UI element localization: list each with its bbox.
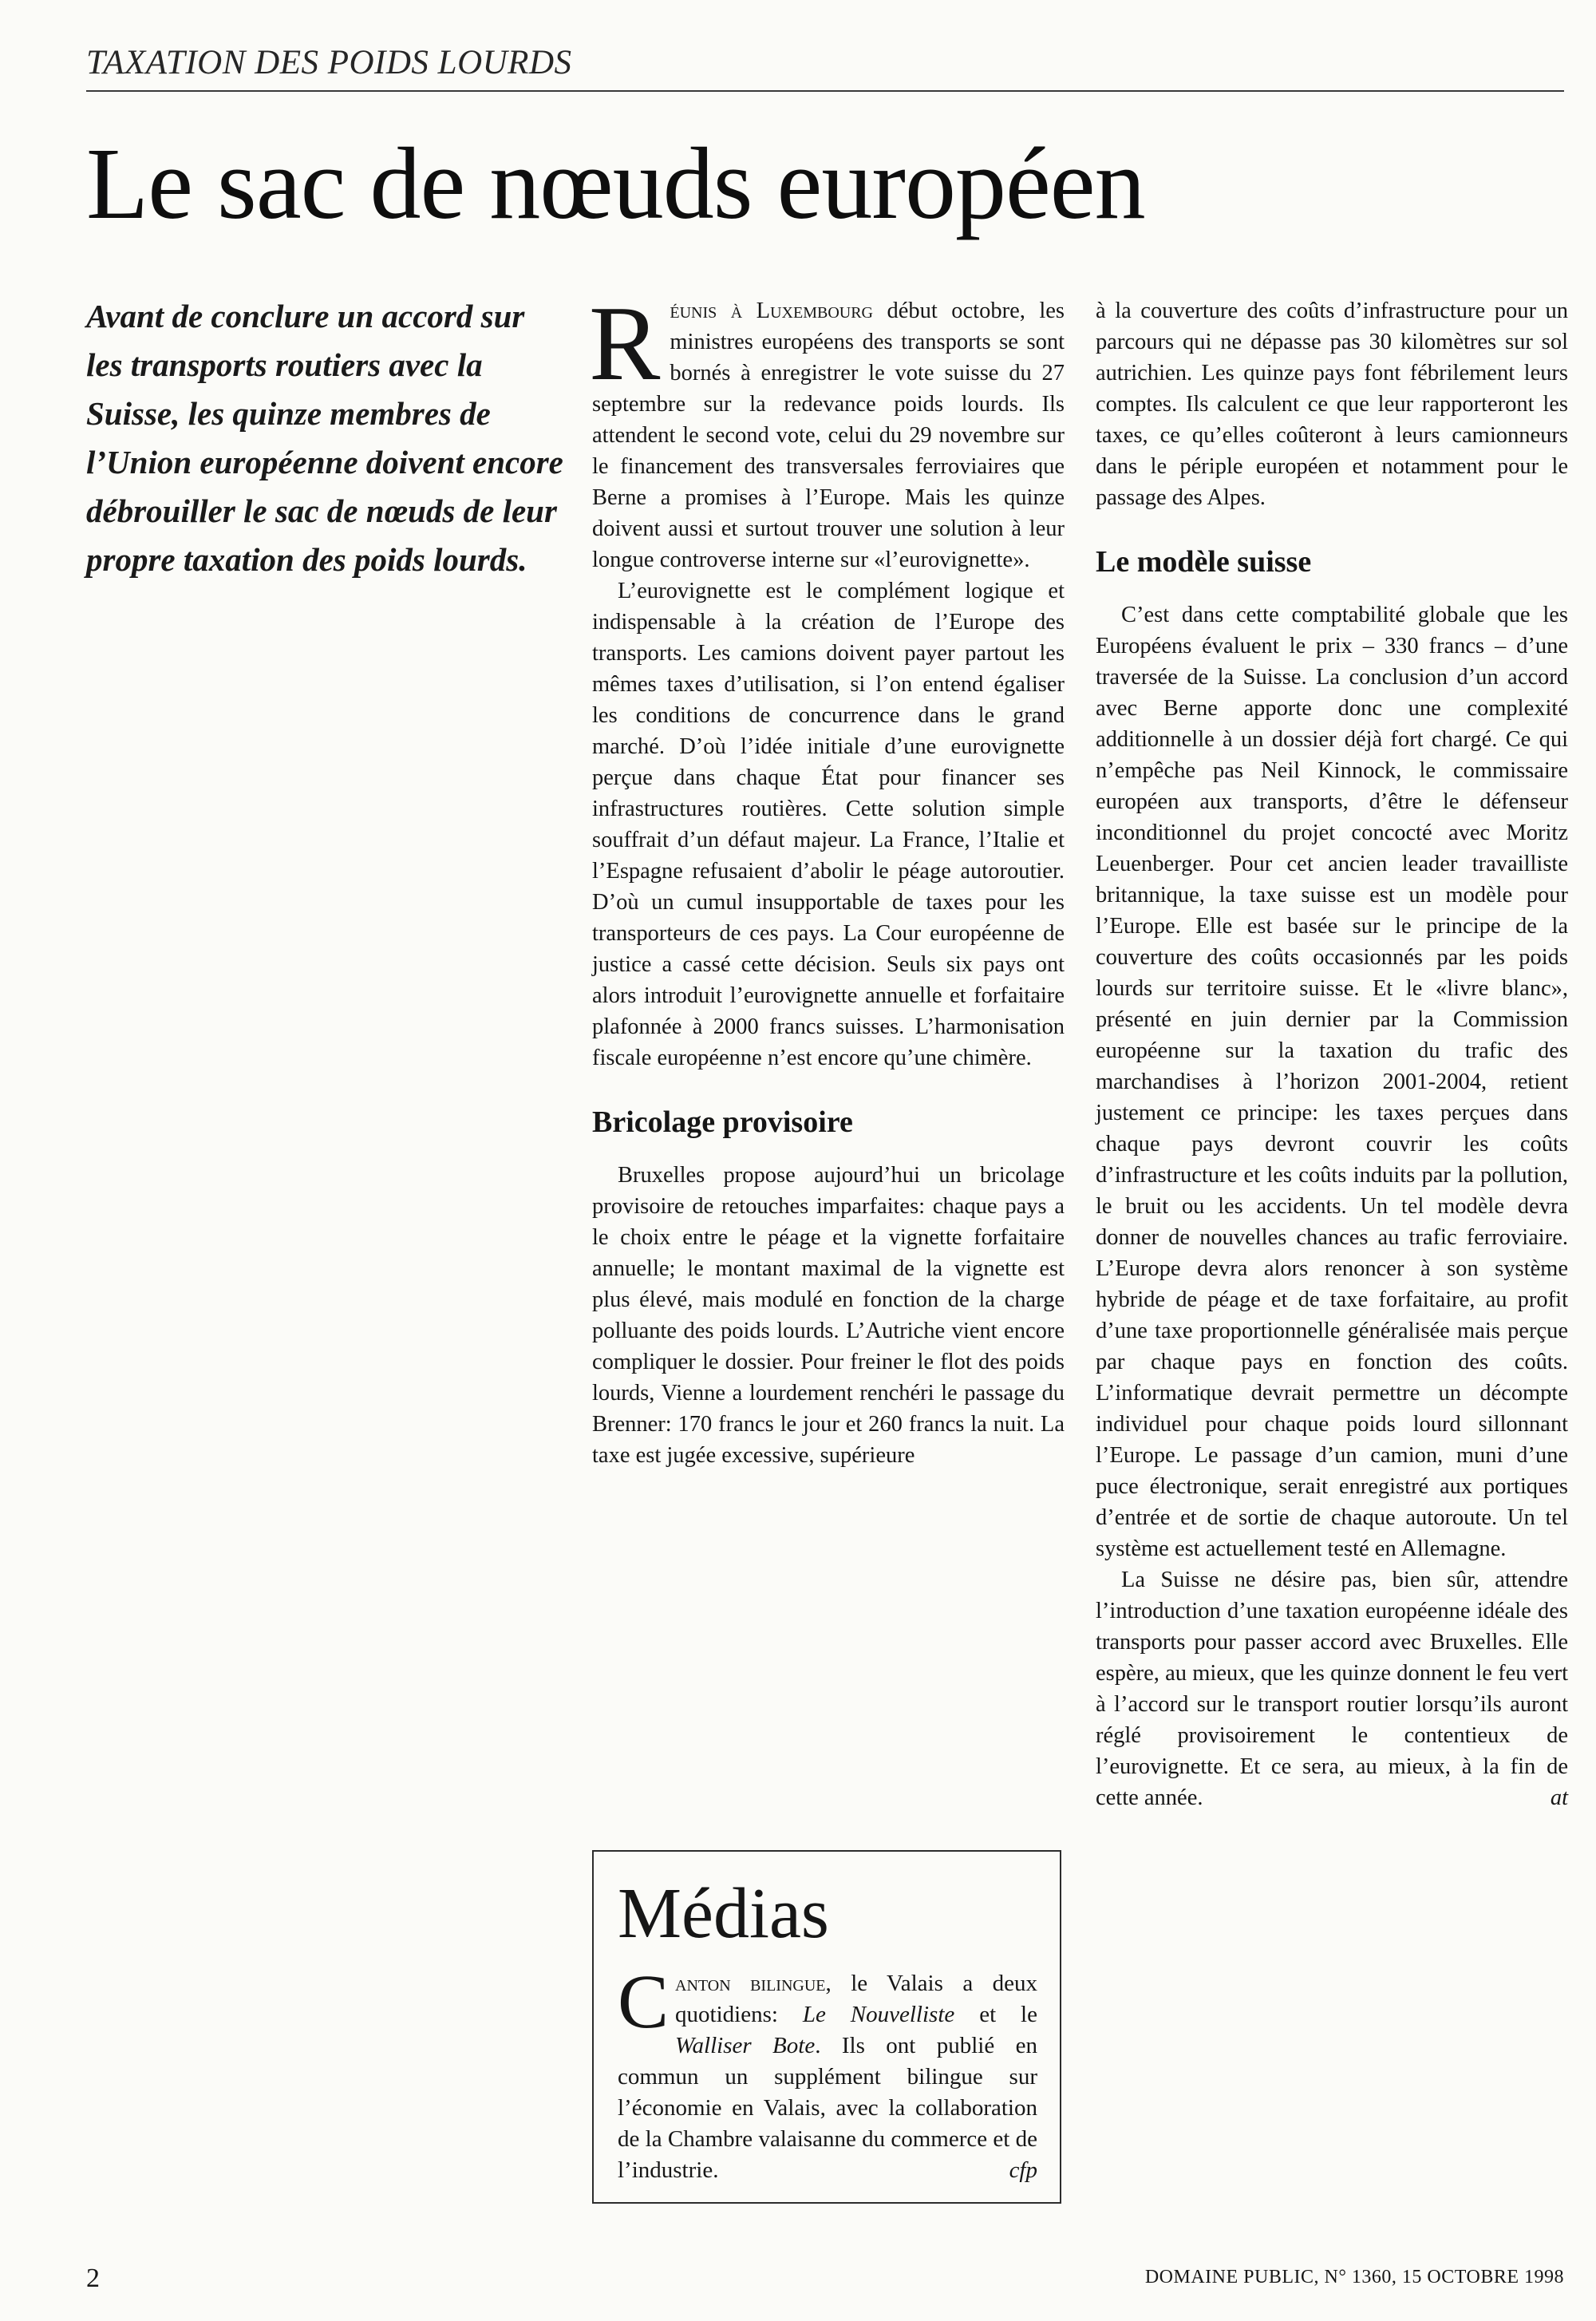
section-rubric: TAXATION DES POIDS LOURDS [86, 44, 572, 81]
header-rule [86, 90, 1564, 92]
subheading-bricolage: Bricolage provisoire [592, 1105, 853, 1139]
subheading-modele-suisse: Le modèle suisse [1096, 545, 1312, 579]
page-number: 2 [86, 2264, 100, 2293]
medias-drop-cap: C [618, 1959, 670, 2044]
newspaper-name-2: Walliser Bote [675, 2033, 816, 2058]
medias-box-text [618, 1959, 1037, 2186]
medias-signature: cfp [1009, 2157, 1037, 2183]
article-column-1 [589, 284, 1065, 1471]
paragraph-2: L’eurovignette est le complément logique et indispensable à la création de l’Europe des transports. Les camions doivent payer partout les mêmes taxes d’utilisation, si l’on entend égaliser les conditions de concurrence dans le grand marché. D’où l’idée initiale d’une eurovignette perçue dans chaque État pour financer ses infrastructures routières. Cette solution simple souffrait d’un défaut majeur. La France, l’Italie et l’Espagne refusaient d’abolir le péage autoroutier. D’où un cumul insupportable de taxes pour les transporteurs de ces pays. La Cour européenne de justice a cassé cette décision. Seuls six pays ont alors introduit l’eurovignette annuelle et forfaitaire plafonnée à 2000 francs suisses. L’harmonisation fiscale européenne n’est encore qu’une chimère. [592, 579, 1065, 1070]
paragraph-3-continued: à la couverture des coûts d’infrastructure pour un parcours qui ne dépasse pas 30 kilomètres sur sol autrichien. Les quinze pays font fébrilement leurs comptes. Ils calculent ce que leur rapporteront les taxes, ce qu’elles coûteront à leurs camionneurs dans le périple européen et notamment pour le passage des Alpes. [1096, 299, 1568, 510]
newspaper-name-1: Le Nouvelliste [802, 2002, 955, 2027]
medias-text-c: . Ils ont publié en commun un supplément bilingue sur l’économie en Valais, avec la collaboration de la Chambre valaisanne du commerce et de l’industrie. [618, 2033, 1037, 2183]
article-column-2 [1096, 295, 1568, 1813]
medias-box [592, 1850, 1061, 2204]
opening-small-caps: éunis à Luxembourg [670, 299, 873, 323]
medias-text-b: et le [954, 2002, 1037, 2027]
drop-cap: R [589, 284, 661, 402]
author-signature: at [1550, 1785, 1568, 1810]
medias-box-title: Médias [618, 1874, 829, 1953]
medias-small-caps: anton bilingue [675, 1971, 826, 1996]
paragraph-1-text: début octobre, les ministres européens des transports se sont bornés à enregistrer le vote suisse du 27 septembre sur la redevance poids lourds. Ils attendent le second vote, celui du 29 novembre sur le financement des transversales ferroviaires que Berne a promises à l’Europe. Mais les quinze doivent aussi et surtout trouver une solution à leur longue controverse interne sur «l’eurovignette». [592, 299, 1065, 572]
paragraph-4: C’est dans cette comptabilité globale que les Européens évaluent le prix – 330 francs – d’une traversée de la Suisse. La conclusion d’un accord avec Berne apporte donc une complexité additionnelle à un dossier déjà fort chargé. Ce qui n’empêche pas Neil Kinnock, le commissaire européen aux transports, d’être le défenseur inconditionnel du projet concocté avec Moritz Leuenberger. Pour cet ancien leader travailliste britannique, la taxe suisse est un modèle pour l’Europe. Elle est basée sur le principe de la couverture des coûts occasionnés par les poids lourds sur territoire suisse. Et le «livre blanc», présenté en juin dernier par la Commission européenne sur la taxation du trafic des marchandises à l’horizon 2001-2004, retient justement ce principe: les taxes perçues dans chaque pays devront couvrir les coûts d’infrastructure et les coûts induits par la pollution, le bruit ou les accidents. Un tel modèle devra donner de nouvelles chances au trafic ferroviaire. L’Europe devra alors renoncer à son système hybride de péage et de taxe forfaitaire, au profit d’une taxe proportionnelle généralisée mais perçue par chaque pays en fonction des coûts. L’informatique devrait permettre un décompte individuel pour chaque poids lourd sillonnant l’Europe. Le passage d’un camion, muni d’une puce électronique, serait enregistré aux portiques d’entrée et de sortie de chaque autoroute. Un tel système est actuellement testé en Allemagne. [1096, 603, 1568, 1561]
article-headline: Le sac de nœuds européen [86, 127, 1145, 240]
publication-footer: DOMAINE PUBLIC, N° 1360, 15 OCTOBRE 1998 [1144, 2267, 1564, 2287]
paragraph-5-text: La Suisse ne désire pas, bien sûr, attendre l’introduction d’une taxation européenne idéale des transports pour passer accord avec Bruxelles. Elle espère, au mieux, que les quinze donnent le feu vert à l’accord sur le transport routier lorsqu’ils auront réglé provisoirement le contentieux de l’eurovignette. Et ce sera, au mieux, à la fin de cette année. [1096, 1568, 1568, 1810]
paragraph-3: Bruxelles propose aujourd’hui un bricolage provisoire de retouches imparfaites: chaque pays a le choix entre le péage et la vignette forfaitaire annuelle; le montant maximal de la vignette est plus élevé, mais modulé en fonction de la charge polluante des poids lourds. L’Autriche vient encore compliquer le dossier. Pour freiner le flot des poids lourds, Vienne a lourdement renchéri le passage du Brenner: 170 francs le jour et 260 francs la nuit. La taxe est jugée excessive, supérieure [592, 1163, 1065, 1468]
paragraph-5 [1096, 1564, 1568, 1813]
medias-text-a: , le Valais a deux quotidiens: [675, 1971, 1037, 2027]
article-lead: Avant de conclure un accord sur les transports routiers avec la Suisse, les quinze membres de l’Union européenne doivent encore débrouiller le sac de nœuds de leur propre taxation des poids lourds. [86, 298, 563, 578]
paragraph-1 [589, 284, 1065, 575]
